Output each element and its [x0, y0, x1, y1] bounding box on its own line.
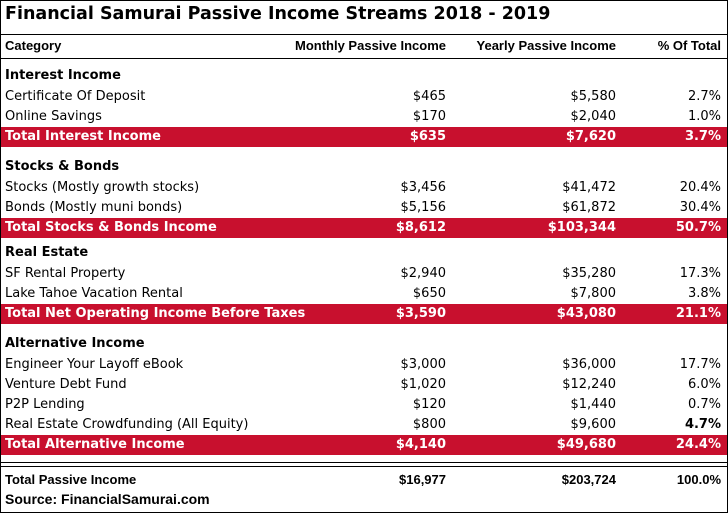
- total-monthly: $3,590: [395, 306, 446, 321]
- grand-total-yearly: $203,724: [561, 472, 616, 487]
- divider: [1, 466, 727, 467]
- section-name: Interest Income: [5, 68, 121, 83]
- table-row: [1, 107, 727, 127]
- row-label: P2P Lending: [5, 397, 85, 412]
- row-label: Engineer Your Layoff eBook: [5, 357, 184, 372]
- total-percent: 3.7%: [684, 129, 721, 144]
- row-label: Bonds (Mostly muni bonds): [5, 200, 183, 215]
- total-percent: 24.4%: [675, 437, 721, 452]
- grand-total-label: Total Passive Income: [5, 472, 137, 487]
- row-monthly: $5,156: [400, 200, 446, 215]
- row-yearly: $41,472: [562, 180, 616, 195]
- total-row: [1, 304, 727, 324]
- row-percent: 30.4%: [679, 200, 721, 215]
- row-monthly: $1,020: [400, 377, 446, 392]
- row-monthly: $465: [412, 89, 446, 104]
- row-yearly: $12,240: [562, 377, 616, 392]
- divider: [1, 462, 727, 463]
- total-label: Total Stocks & Bonds Income: [5, 220, 217, 235]
- row-label: Certificate Of Deposit: [5, 89, 146, 104]
- section-name: Stocks & Bonds: [5, 159, 120, 174]
- row-yearly: $7,800: [570, 286, 616, 301]
- total-yearly: $7,620: [565, 129, 616, 144]
- table-row: [1, 375, 727, 395]
- header-monthly: Monthly Passive Income: [295, 38, 446, 53]
- row-monthly: $170: [412, 109, 446, 124]
- row-percent: 20.4%: [679, 180, 721, 195]
- total-label: Total Alternative Income: [5, 437, 185, 452]
- table-row: [1, 198, 727, 218]
- source-note: Source: FinancialSamurai.com: [5, 491, 210, 507]
- row-yearly: $1,440: [570, 397, 616, 412]
- row-monthly: $800: [412, 417, 446, 432]
- table-row: [1, 87, 727, 107]
- row-yearly: $2,040: [570, 109, 616, 124]
- total-row: [1, 127, 727, 147]
- row-label: Venture Debt Fund: [5, 377, 127, 392]
- row-label: Stocks (Mostly growth stocks): [5, 180, 200, 195]
- grand-total-row: [1, 470, 727, 490]
- row-yearly: $9,600: [570, 417, 616, 432]
- section-heading: [1, 157, 727, 177]
- row-label: Real Estate Crowdfunding (All Equity): [5, 417, 249, 432]
- total-yearly: $43,080: [556, 306, 616, 321]
- row-percent: 0.7%: [687, 397, 721, 412]
- total-row: [1, 218, 727, 238]
- row-monthly: $650: [412, 286, 446, 301]
- header-yearly: Yearly Passive Income: [476, 38, 616, 53]
- row-percent: 3.8%: [687, 286, 721, 301]
- row-percent: 4.7%: [684, 417, 721, 432]
- row-monthly: $2,940: [400, 266, 446, 281]
- table-row: [1, 264, 727, 284]
- table-row: [1, 284, 727, 304]
- table-row: [1, 415, 727, 435]
- table-row: [1, 395, 727, 415]
- total-monthly: $4,140: [395, 437, 446, 452]
- row-monthly: $3,000: [400, 357, 446, 372]
- row-percent: 1.0%: [687, 109, 721, 124]
- row-yearly: $61,872: [562, 200, 616, 215]
- header-row: [1, 36, 727, 56]
- row-percent: 6.0%: [687, 377, 721, 392]
- table-row: [1, 355, 727, 375]
- row-label: Online Savings: [5, 109, 102, 124]
- total-percent: 50.7%: [675, 220, 721, 235]
- row-yearly: $36,000: [562, 357, 616, 372]
- grand-total-monthly: $16,977: [399, 472, 446, 487]
- section-heading: [1, 66, 727, 86]
- section-heading: [1, 243, 727, 263]
- total-label: Total Net Operating Income Before Taxes: [5, 306, 306, 321]
- table-row: [1, 178, 727, 198]
- row-monthly: $120: [412, 397, 446, 412]
- section-heading: [1, 334, 727, 354]
- total-yearly: $49,680: [556, 437, 616, 452]
- section-name: Real Estate: [5, 245, 89, 260]
- row-percent: 2.7%: [687, 89, 721, 104]
- row-yearly: $5,580: [570, 89, 616, 104]
- total-row: [1, 435, 727, 455]
- table-title: Financial Samurai Passive Income Streams 2018 - 2019: [5, 4, 551, 24]
- row-monthly: $3,456: [400, 180, 446, 195]
- row-yearly: $35,280: [562, 266, 616, 281]
- row-label: SF Rental Property: [5, 266, 126, 281]
- total-yearly: $103,344: [547, 220, 616, 235]
- total-monthly: $8,612: [395, 220, 446, 235]
- total-percent: 21.1%: [675, 306, 721, 321]
- grand-total-percent: 100.0%: [676, 472, 721, 487]
- section-name: Alternative Income: [5, 336, 145, 351]
- total-monthly: $635: [409, 129, 446, 144]
- header-percent: % Of Total: [657, 38, 721, 53]
- total-label: Total Interest Income: [5, 129, 161, 144]
- row-label: Lake Tahoe Vacation Rental: [5, 286, 183, 301]
- divider: [1, 58, 727, 59]
- row-percent: 17.7%: [679, 357, 721, 372]
- header-category: Category: [5, 38, 62, 53]
- row-percent: 17.3%: [679, 266, 721, 281]
- divider: [1, 34, 727, 35]
